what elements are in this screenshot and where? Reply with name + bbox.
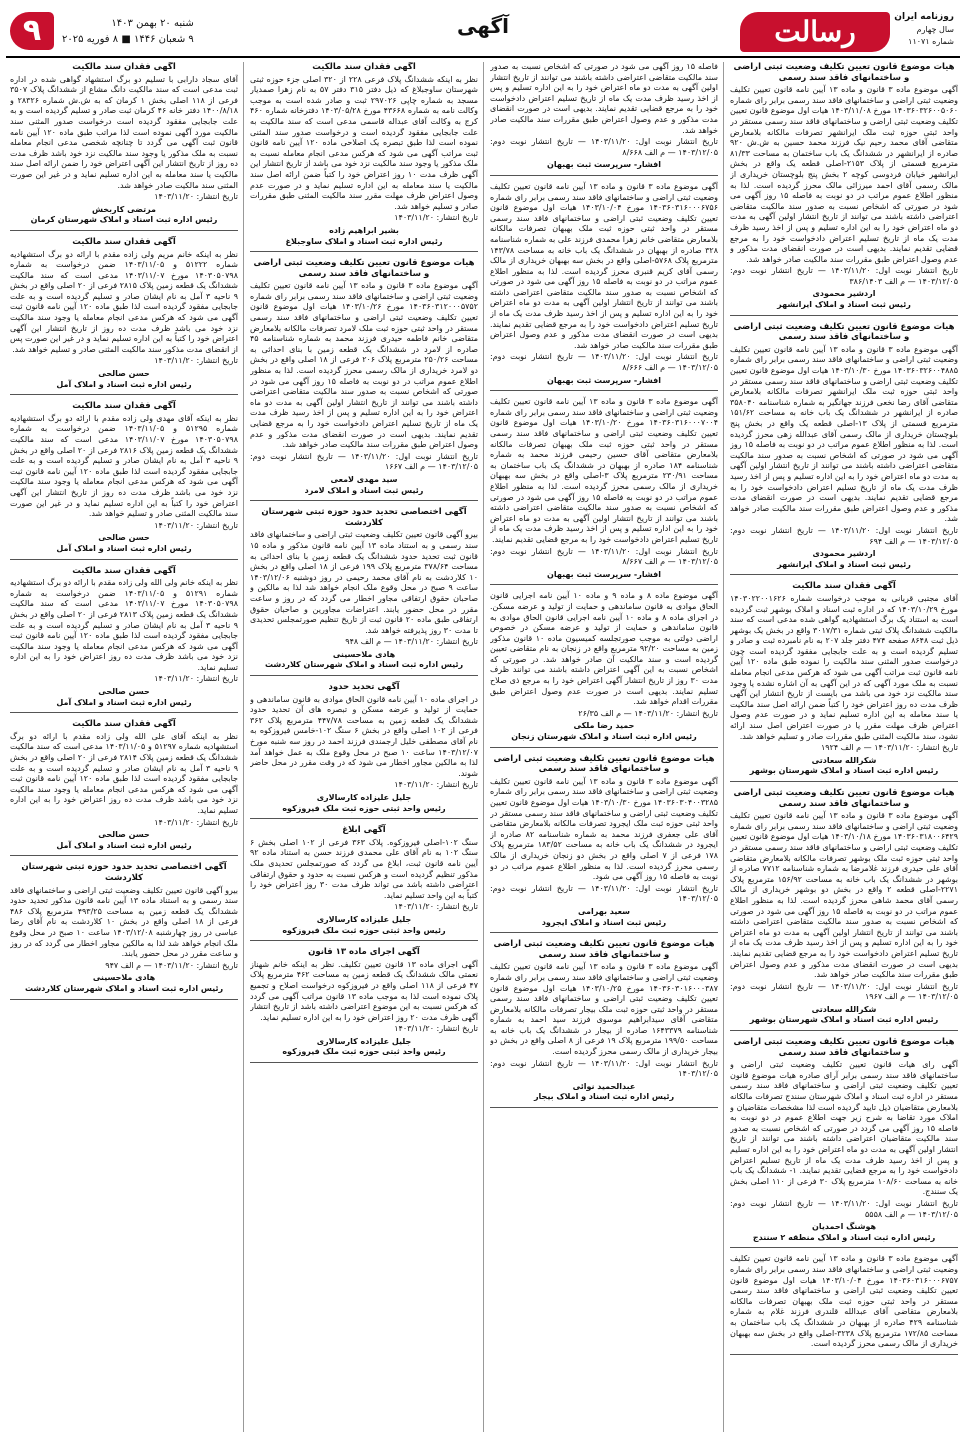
ad-body: فاصله ۱۵ روز آگهی می شود در صورتی که اشخاص نسبت به صدور سند مالکیت متقاضی اعتراضی داشته باشند می توانند از تاریخ انتشار اولین آگهی به مدت دو ماه اعتراض خود را به این اداره تسلیم و پس از اخذ رسید ظرف مدت یک ماه از تاریخ تسلیم اعتراض دادخواست خود را به مرجع قضایی تقدیم نمایند. بدیهی است در صورت انقضای مدت مذکور و عدم وصول اعتراض طبق مقررات سند مالکیت صادر خواهد شد. [490, 62, 718, 135]
ad-title: آگهی اختصاصی تحدید حدود حوزه ثبتی شهرستان کلاردشت [21, 862, 227, 883]
column-1 [730, 62, 958, 1432]
ad-dates: تاریخ انتشار: ۱۴۰۳/۱۱/۲۰ [154, 674, 238, 684]
ad-notice [250, 682, 478, 819]
ad-body: آگهی موضوع ماده ۳ قانون و ماده ۱۳ آیین نامه قانون تعیین تکلیف وضعیت ثبتی اراضی و ساختمانهای فاقد سند رسمی برابر رای شماره ۱۴۰۳۶۰۳۲۶۰۰۵۰۶۰ مورخ ۱۴۰۳/۱۱/۰۸ هیات اول موضوع قانون تعیین تکلیف وضعیت ثبتی اراضی و ساختمانهای فاقد سند رسمی مستقر در واحد ثبتی حوزه ثبت ملک ایرانشهر تصرفات مالکانه بلامعارض متقاضی آقای محمد رحیم نیک فرزند محمد حسین به ش.ش ۹۲۰ صادره از ایرانشهر در ششدانگ یک باب ساختمان به مساحت ۸۱/۳۳ مترمربع قسمتی از پلاک ۲۱۵۳-اصلی قطعه یک واقع در بخش ایرانشهر خیابان فردوسی کوچه ۲ بخش پنج بلوچستان خریداری از مالک رسمی آقای احمد میرزائی مالک محرز گردیده است. لذا به منظور اطلاع عموم مراتب در دو نوبت به فاصله ۱۵ روز آگهی می شود در صورتی که اشخاص نسبت به صدور سند مالکیت متقاضی اعتراضی داشته باشند می توانند از تاریخ انتشار اولین آگهی به مدت دو ماه اعتراض خود را به این اداره تسلیم و پس از اخذ رسید ظرف مدت یک ماه از تاریخ تسلیم اعتراض دادخواست خود را به مرجع قضایی تقدیم نمایند. بدیهی است در صورت انقضای مدت مذکور و عدم وصول اعتراض طبق مقررات سند مالکیت صادر خواهد شد. [730, 85, 958, 264]
ad-body: آقای سجاد دارابی با تسلیم دو برگ استشهاد گواهی شده در اداره ثبت مدعی است که سند مالکیت دانگ مشاع از ششدانگ پلاک ۳۵۰۷ فرعی از ۱۱۸ اصلی بخش ۱ کرمان که به ش.ش شماره ۲۸۳۲۶ و ۱۴۰۰/۸/۱۸ دفتر خانه ۴۶ کرمان ثبت صادر و تسلیم گردیده است و به علت جابجایی مفقود گردیده است درخواست صدور المثنی سند مالکیت مورد آگهی نموده است لذا مراتب طبق ماده ۱۲۰ آیین نامه قانون ثبت آگهی می گردد تا چنانچه شخصی مدعی انجام معامله نسبت به ملک مذکور یا وجود سند مالکیت نزد خود باشد ظرف مدت ده روز از تاریخ انتشار این آگهی اعتراض خود را ضمن ارائه اصل سند مالکیت یا سند معامله به این اداره تسلیم نماید و در غیر این صورت المثنی سند مالکیت صادر خواهد شد. [10, 74, 238, 190]
ad-notice [10, 401, 238, 559]
ad-title: هیات موضوع قانون تعیین تکلیف وضعیت ثبتی اراضی و ساختمانهای فاقد سند رسمی [733, 1037, 955, 1058]
ad-title: آگهی فقدان سند مالکیت [72, 62, 176, 72]
ad-signer: شکرالله سعادتی [811, 755, 877, 765]
ad-office: رئیس واحد ثبتی حوزه ثبت ملک فیروزکوه [282, 803, 446, 813]
ad-body: نظر به اینکه خانم مریم ولی زاده مقدم با ارائه دو برگ استشهادیه شماره ۵۱۲۲۲ و ۱۴۰۳/۱۱/۰۵ ضمن درخواست به شماره ۱۴۰۳۰۵۰۷۹۸ مورخ ۱۴۰۳/۱۱/۰۷ مدعی است که سند مالکیت ششدانگ یک قطعه زمین پلاک ۲۸۱۵ فرعی از ۲۰ اصلی واقع در بخش ۹ ناحیه ۳ آمل به نام ایشان صادر و تسلیم گردیده است و به علت جابجایی مفقود گردیده است لذا طبق ماده ۱۲۰ آیین نامه قانون ثبت آگهی می شود که هرکس مدعی انجام معامله یا وجود سند مالکیت نزد خود می باشد ظرف مدت ده روز از تاریخ انتشار این آگهی اعتراض خود را کتباً به این اداره تسلیم نماید و در غیر این صورت پس از انقضای مدت مذکور سند مالکیت المثنی صادر و تسلیم خواهد شد. [10, 249, 238, 354]
masthead-info [894, 12, 954, 52]
ad-signer: افشار- سرپرست ثبت بهبهان [547, 569, 661, 579]
ad-body: بیرو آگهی قانون تعیین تکلیف وضعیت ثبتی اراضی و ساختمانهای فاقد سند رسمی و به استناد ماده ۱۳ آیین نامه قانون مذکور تحدید حدود ششدانگ یک قطعه زمین به مساحت ۴۹۳/۲۵ مترمربع پلاک ۴۸۶ فرعی از ۱۸ اصلی واقع در بخش ۱۰ کلاردشت به نام آقای رضا عباسی در روز چهارشنبه ۱۴۰۳/۱۲/۰۸ ساعت ۱۰ صبح در محل وقوع ملک انجام خواهد شد لذا به مالکین مجاور اخطار می گردد که در روز و ساعت مقرر در محل حضور یابند. [10, 885, 238, 959]
ad-signer: مرتضی کاربخش [91, 204, 157, 214]
ad-office: رئیس اداره ثبت اسناد و املاک منطقه ۲ سنندج [752, 1232, 936, 1242]
ad-dates: تاریخ انتشار نوبت اول: ۱۴۰۳/۱۱/۲۰ — تاریخ انتشار نوبت دوم: ۱۴۰۳/۱۲/۰۵ — م الف ۳۸۶/۱۴۰۳ [730, 266, 958, 286]
ad-dates: تاریخ انتشار نوبت اول: ۱۴۰۳/۱۱/۲۰ — تاریخ انتشار نوبت دوم: ۱۴۰۳/۱۲/۰۵ — م الف ۵۵۵۸ [730, 1198, 958, 1219]
ad-dates: تاریخ انتشار: ۱۴۰۳/۱۱/۲۰ [394, 902, 478, 912]
ad-title: آگهی فقدان سند مالکیت [312, 62, 416, 72]
ad-notice [490, 397, 718, 585]
ad-dates: تاریخ انتشار نوبت اول: ۱۴۰۳/۱۱/۲۰ — تاریخ انتشار نوبت دوم: ۱۴۰۳/۱۲/۰۵ — م الف ۶۹۴ [730, 525, 958, 546]
ad-office: رئیس ثبت اسناد و املاک ایرانشهر [777, 559, 911, 569]
ad-notice [10, 62, 238, 231]
ad-signer: عبدالحمید نوائی [572, 1081, 636, 1091]
ad-signer: هادی ملاحسینی [92, 973, 156, 983]
ad-dates: تاریخ انتشار: ۱۴۰۳/۱۱/۲۰ [154, 817, 238, 827]
ad-title: هیات موضوع قانون تعیین تکلیف وضعیت ثبتی اراضی و ساختمانهای فاقد سند رسمی [493, 939, 715, 960]
ad-dates: تاریخ انتشار: ۱۴۰۳/۱۱/۲۰ [394, 780, 478, 790]
ad-office: رئیس اداره ثبت اسناد و املاک شهرستان کرمان [30, 215, 218, 225]
ad-dates: تاریخ انتشار نوبت اول: ۱۴۰۳/۱۱/۲۰ — تاریخ انتشار نوبت دوم: ۱۴۰۳/۱۲/۰۵ — م الف ۸/۶۶۷ [490, 546, 718, 567]
ad-body: آقای مجتبی قربانی به موجب درخواست شماره ۱۴۰۳۰۲۲۰۰۱۶۲۶ مورخ ۱۴۰۳/۱۰/۲۹ که در اداره ثبت اسناد و املاک بوشهر ثبت گردیده است به استناد یک برگ استشهادیه گواهی شده مدعی است که سند مالکیت ششدانگ پلاک ثبتی شماره ۳۰۱۷/۳۱ واقع در بخش یک بوشهر ذیل ثبت ۸۶۴۸ صفحه ۴۷۴ دفتر جلد ۲۰۷ به نام نامبرده ثبت و صادر و تسلیم گردیده است و به علت جابجایی مفقود گردیده است چون درخواست صدور المثنی سند مالکیت را نموده طبق ماده ۱۲۰ آیین نامه قانون ثبت مراتب آگهی می شود که هرکس مدعی انجام معامله نسبت به ملک مورد آگهی که در این آگهی به آن اشاره نشده یا وجود سند مالکیت نزد خود می باشد می بایست از تاریخ انتشار این آگهی ظرف مدت ده روز اعتراض خود را کتباً ضمن ارائه اصل سند مالکیت یا سند معامله به این اداره تسلیم نماید و در صورت عدم وصول اعتراض ظرف مهلت مقرر یا در صورت اعتراض اصل سند ارائه نشود، سند مالکیت المثنی طبق مقررات صادر و تسلیم خواهد شد. [730, 593, 958, 741]
column-3 [250, 62, 478, 1432]
ad-office: رئیس اداره ثبت اسناد و املاک شهرستان کلاردشت [264, 660, 464, 670]
ad-body: در اجرای ماده ۱۰ آیین نامه قانون الحاق موادی به قانون ساماندهی و حمایت از تولید و عرضه مسکن و تبصره های آن تحدید حدود ششدانگ یک قطعه زمین به مساحت ۴۴۷/۷۸ مترمربع پلاک ۳۶۲ فرعی از ۱۰۲ اصلی واقع در بخش ۶ سنگ ۱۰۲-خامس فیروزکوه به نام آقای مصطفی خلیل ارجمندی فرزند احمد در روز سه شنبه مورخ ۱۴۰۳/۱۲/۰۷ ساعت ۱۰ صبح در محل وقوع ملک به عمل خواهد آمد لذا به مالکین مجاور اخطار می شود که در وقت مقرر در محل حاضر شوند. [250, 694, 478, 778]
ad-body: نظر به اینکه آقای علی الله ولی زاده مقدم با ارائه دو برگ استشهادیه شماره ۵۱۲۹۷ و ۱۴۰۳/۱۱/۰۵ مدعی است که سند مالکیت ششدانگ یک قطعه زمین پلاک ۲۸۱۴ فرعی از ۲۰ اصلی واقع در بخش ۹ ناحیه ۳ آمل به نام ایشان صادر و تسلیم گردیده است و به علت جابجایی مفقود گردیده است لذا طبق ماده ۱۲۰ آیین نامه قانون ثبت آگهی می شود که هرکس مدعی انجام معامله یا وجود سند مالکیت نزد خود می باشد ظرف مدت ده روز اعتراض خود را به این اداره تسلیم نماید. [10, 731, 238, 815]
ad-dates: تاریخ انتشار: ۱۴۰۳/۱۱/۲۰ [154, 192, 238, 202]
column-2 [490, 62, 718, 1432]
ad-body: آگهی اجرای ماده ۱۳ قانون تعیین تکلیف. نظر به اینکه خانم شهناز نعمتی مالک ششدانگ یک قطعه زمین به مساحت ۴۶۲ مترمربع پلاک ۴۷ فرعی از ۱۱۸ اصلی واقع در فیروزکوه درخواست اصلاح و تجمیع پلاک نموده است لذا به موجب ماده ۱۳ قانون مراتب آگهی می گردد که هرکس نسبت به این موضوع اعتراضی داشته باشد از تاریخ انتشار آگهی ظرف مدت ۲۰ روز اعتراض خود را به این اداره تسلیم نماید. [250, 959, 478, 1022]
page-header [6, 10, 960, 58]
ad-notice [490, 591, 718, 747]
ad-office: رئیس اداره ثبت اسناد و املاک آمل [56, 840, 192, 850]
ad-dates: تاریخ انتشار: ۱۴۰۳/۱۱/۲۰ — م الف ۹۴۸ [345, 637, 478, 647]
ad-notice [250, 507, 478, 676]
year-label: سال چهارم [916, 25, 954, 34]
ad-dates: تاریخ انتشار نوبت اول: ۱۴۰۳/۱۱/۲۰ — تاریخ انتشار نوبت دوم: ۱۴۰۳/۱۲/۰۵ [490, 883, 718, 904]
ad-signer: جلیل علیزاده کارسالاری [316, 914, 412, 924]
ad-title: آگهی فقدان سند مالکیت [792, 581, 896, 592]
issue-dates [62, 16, 194, 48]
ad-title: هیات موضوع قانون تعیین تکلیف وضعیت ثبتی اراضی و ساختمانهای فاقد سند رسمی [733, 321, 955, 343]
ad-body: آگهی موضوع ماده ۳ قانون و ماده ۱۳ آیین نامه قانون تعیین تکلیف وضعیت ثبتی اراضی و ساختمانهای فاقد سند رسمی برابر رای شماره ۱۴۰۳۶۰۳۱۶۰۰۰۶۷۵۶ مورخ ۱۴۰۳/۱۰/۰۴ هیات اول موضوع قانون تعیین تکلیف وضعیت ثبتی اراضی و ساختمانهای فاقد سند رسمی مستقر در واحد ثبتی حوزه ثبت ملک بهبهان تصرفات مالکانه بلامعارض متقاضی خانم زهرا محمدی فرزند علی به شماره شناسنامه ۳۲۸ صادره از بهبهان در ششدانگ یک باب خانه به مساحت ۱۴۳/۷۸ مترمربع پلاک ۵۷۶۸-اصلی واقع در بخش سه بهبهان خریداری از مالک رسمی آقای کریم قنبری محرز گردیده است. لذا به منظور اطلاع عموم مراتب در دو نوبت به فاصله ۱۵ روز آگهی می شود در صورتی که اشخاص نسبت به صدور سند مالکیت متقاضی اعتراضی داشته باشند می توانند از تاریخ انتشار اولین آگهی به مدت دو ماه اعتراض خود را به این اداره تسلیم و پس از اخذ رسید ظرف مدت یک ماه از تاریخ تسلیم اعتراض دادخواست خود را به مرجع قضایی تقدیم نمایند. بدیهی است در صورت انقضای مدت مذکور و عدم وصول اعتراض طبق مقررات سند مالکیت صادر خواهد شد. [490, 181, 718, 350]
ad-title: هیات موضوع قانون تعیین تکلیف وضعیت ثبتی اراضی و ساختمانهای فاقد سند رسمی [733, 62, 955, 83]
ad-notice [490, 62, 718, 176]
ad-office: رئیس اداره ثبت اسناد و املاک بیجار [533, 1092, 675, 1102]
ad-dates: تاریخ انتشار: ۱۴۰۳/۱۱/۲۰ [154, 356, 238, 366]
ad-signer: حسن صالحی [98, 369, 150, 379]
ad-signer: شکرالله سعادتی [811, 1004, 877, 1014]
ad-dates: تاریخ انتشار نوبت اول: ۱۴۰۳/۱۱/۲۰ — تاریخ انتشار نوبت دوم: ۱۴۰۳/۱۲/۰۵ [490, 1058, 718, 1079]
ad-signer: بشیر ابراهیم زاده [329, 225, 399, 235]
page-number: ۹ [10, 12, 54, 50]
ad-title: هیات موضوع قانون تعیین تکلیف وضعیت ثبتی اراضی و ساختمانهای فاقد سند رسمی [493, 753, 715, 775]
ad-dates: تاریخ انتشار: ۱۴۰۳/۱۱/۲۰ — م الف ۹۴۷ [105, 960, 238, 970]
ad-notice [730, 788, 958, 1031]
ad-signer: جلیل علیزاده کارسالاری [316, 1036, 412, 1046]
ad-office: رئیس ثبت اسناد و املاک ایجرود [541, 917, 667, 927]
ad-signer: اردشیر محمودی [812, 289, 876, 299]
ad-body: آگهی موضوع ماده ۳ قانون و ماده ۱۳ آیین نامه قانون تعیین تکلیف وضعیت ثبتی اراضی و ساختمانهای فاقد سند رسمی برابر رای شماره ۱۴۰۳۶۰۳۰۱۶۰۰۰۳۸۷ مورخ ۱۴۰۳/۱۰/۲۵ هیات اول موضوع قانون تعیین تکلیف وضعیت ثبتی اراضی و ساختمانهای فاقد سند رسمی مستقر در واحد ثبتی حوزه ثبت ملک بیجار تصرفات مالکانه بلامعارض متقاضی آقای سیدابراهیم موسوی فرزند سید احمد به شماره شناسنامه ۱۶۴۳۳۷۹ صادره از بیجار در ششدانگ یک باب خانه به مساحت ۱۹۹/۵۰ مترمربع پلاک ۱۹ فرعی از ۸ اصلی واقع در بخش دو بیجار خریداری از مالک رسمی محرز گردیده است. [490, 962, 718, 1057]
ad-signer: افشار- سرپرست ثبت بهبهان [547, 375, 661, 385]
ad-signer: هوشنگ احمدیان [812, 1222, 876, 1232]
column-divider [483, 62, 484, 1432]
ad-office: رئیس اداره ثبت اسناد و املاک شهرستان کلاردشت [24, 983, 224, 993]
ad-body: نظر به اینکه ششدانگ پلاک فرعی ۲۲۸ از ۳۲۰ اصلی جزء حوزه ثبتی شهرستان ساوجبلاغ که ذیل دفتر ۳۱۵ دفتر ۵۷ به نام زهرا صمدیار مسجد به شماره چاپی ۲۹۷۰۲۶ ثبت و صادر شده است به موجب وکالت نامه به شماره ۴۳۶۶۸ مورخ ۱۴۰۳/۰۵/۲۸ دفترخانه شماره ۴۶۰ کرج به وکالت آقای عبداله قاسمی مدعی است که سند مالکیت به علت جابجایی مفقود گردیده است و درخواست صدور سند المثنی نموده است لذا طبق تبصره یک اصلاحی ماده ۱۲۰ آیین نامه قانون ثبت مراتب آگهی می شود که هرکس مدعی انجام معامله نسبت به ملک مذکور یا وجود سند مالکیت نزد خود می باشد از تاریخ انتشار این آگهی ظرف مدت ۱۰ روز اعتراض خود را کتباً ضمن ارائه اصل سند مالکیت یا سند معامله به این اداره تسلیم نماید و در صورت عدم وصول اعتراض ظرف مهلت مقرر سند مالکیت المثنی طبق مقررات صادر و تسلیم خواهد شد. [250, 74, 478, 211]
ad-dates: تاریخ انتشار: ۱۴۰۳/۱۱/۲۰ [394, 213, 478, 223]
ad-body: آگهی موضوع ماده ۳ قانون و ماده ۱۳ آیین نامه قانون تعیین تکلیف وضعیت ثبتی اراضی و ساختمانهای فاقد سند رسمی برابر رای شماره ۱۴۰۳۶۰۳۱۶۰۰۰۶۷۵۷ مورخ ۱۴۰۳/۱۰/۰۴ هیات اول موضوع قانون تعیین تکلیف وضعیت ثبتی اراضی و ساختمانهای فاقد سند رسمی مستقر در واحد ثبتی حوزه ثبت ملک بهبهان تصرفات مالکانه بلامعارض متقاضی آقای عبدالله قلندری فرزند غلام به شماره شناسنامه ۴۲۹ صادره از بهبهان در ششدانگ یک باب ساختمان به مساحت ۱۷۲/۸۵ مترمربع پلاک ۳۲۳۸-اصلی واقع در بخش سه بهبهان خریداری از مالک رسمی محرز گردیده است. [730, 1254, 958, 1349]
ad-title: هیات موضوع قانون تعیین تکلیف وضعیت ثبتی اراضی و ساختمانهای فاقد سند رسمی [733, 788, 955, 809]
ad-signer: حمید رضا ملکی [573, 721, 635, 731]
ad-office: رئیس اداره ثبت اسناد و املاک شهرستان زنجان [511, 732, 697, 742]
ad-office: رئیس ثبت اسناد و املاک ایرانشهر [777, 300, 911, 310]
ad-title: هیات موضوع قانون تعیین تکلیف وضعیت ثبتی اراضی و ساختمانهای فاقد سند رسمی [253, 258, 475, 279]
ad-notice [10, 719, 238, 856]
ad-body: آگهی موضوع ماده ۳ قانون و ماده ۱۳ آیین نامه قانون تعیین تکلیف وضعیت ثبتی اراضی و ساختمانهای فاقد سند رسمی برابر رای شماره ۱۴۰۳۶۰۳۱۲۰۰۰۵۷۵۲ مورخ ۱۴۰۳/۱۰/۲۶ هیات اول موضوع قانون تعیین تکلیف وضعیت ثبتی اراضی و ساختمانهای فاقد سند رسمی مستقر در واحد ثبتی حوزه ثبت ملک لامرد تصرفات مالکانه بلامعارض متقاضی خانم فاطمه حیدری فرزند محمد به شماره شناسنامه ۴۵ صادره از لامرد در ششدانگ یک قطعه زمین با بنای احداثی به مساحت ۲۵۰/۲۶ مترمربع پلاک ۲۰۶ فرعی از ۱۸ اصلی واقع در بخش دو لامرد خریداری از مالک رسمی محرز گردیده است. لذا به منظور اطلاع عموم مراتب در دو نوبت به فاصله ۱۵ روز آگهی می شود در صورتی که اشخاص نسبت به صدور سند مالکیت متقاضی اعتراضی داشته باشند می توانند از تاریخ انتشار اولین آگهی به مدت دو ماه اعتراض خود را به این اداره تسلیم و پس از اخذ رسید ظرف مدت یک ماه از تاریخ تسلیم اعتراض دادخواست خود را به مرجع قضایی تقدیم نمایند. بدیهی است در صورت انقضای مدت مذکور و عدم وصول اعتراض طبق مقررات سند مالکیت صادر خواهد شد. [250, 281, 478, 450]
ad-signer: حسن صالحی [98, 533, 150, 543]
issue-label: شماره ۱۱۰۷۱ [908, 37, 954, 46]
ad-dates: تاریخ انتشار: ۱۴۰۳/۱۱/۲۰ [394, 1024, 478, 1034]
ad-dates: تاریخ انتشار نوبت اول: ۱۴۰۳/۱۱/۲۰ — تاریخ انتشار نوبت دوم: ۱۴۰۳/۱۲/۰۵ — م الف ۸/۶۶۸ [490, 137, 718, 157]
ad-notice [10, 862, 238, 999]
ad-notice [730, 62, 958, 316]
ad-title: آگهی اختصاصی تحدید حدود حوزه ثبتی شهرستان کلاردشت [261, 507, 467, 528]
ad-title: آگهی فقدان سند مالکیت [72, 719, 176, 730]
column-4 [10, 62, 238, 1432]
ad-dates: تاریخ انتشار نوبت اول: ۱۴۰۳/۱۱/۲۰ — تاریخ انتشار نوبت دوم: ۱۴۰۳/۱۲/۰۵ — م الف ۸/۶۶۶ [490, 352, 718, 373]
ad-notice [730, 322, 958, 576]
ad-title: آگهی اجرای ماده ۱۳ قانون [308, 947, 420, 958]
column-divider [243, 62, 244, 1432]
ad-dates: تاریخ انتشار: ۱۴۰۳/۱۱/۲۰ [154, 520, 238, 530]
ad-body: آگهی موضوع ماده ۳ قانون و ماده ۱۳ آیین نامه قانون تعیین تکلیف وضعیت ثبتی اراضی و ساختمانهای فاقد سند رسمی برابر رای شماره ۱۴۰۳۶۰۳۲۶۰۰۴۸۸۵ مورخ ۱۴۰۳/۱۰/۳۰ هیات اول موضوع قانون تعیین تکلیف وضعیت ثبتی اراضی و ساختمانهای فاقد سند رسمی مستقر در واحد ثبتی حوزه ثبت ملک ایرانشهر تصرفات مالکانه بلامعارض متقاضی آقای رضا نخعی فرزند جهانگیر به شماره شناسنامه ۳۵۸۰۴۰ صادره از ایرانشهر در ششدانگ یک باب خانه به مساحت ۱۵۱/۶۲ مترمربع قسمتی از پلاک ۱۳-اصلی قطعه یک واقع در بخش پنج بلوچستان خریداری از مالک رسمی آقای عبدالله زهی محرز گردیده است. لذا به منظور اطلاع عموم مراتب در دو نوبت به فاصله ۱۵ روز آگهی می شود در صورتی که اشخاص نسبت به صدور سند مالکیت متقاضی اعتراضی داشته باشند می توانند از تاریخ انتشار اولین آگهی به مدت دو ماه اعتراض خود را به این اداره تسلیم و پس از اخذ رسید ظرف مدت یک ماه از تاریخ تسلیم اعتراض دادخواست خود را به مرجع قضایی تقدیم نمایند. بدیهی است در صورت انقضای مدت مذکور و عدم وصول اعتراض طبق مقررات سند مالکیت صادر خواهد شد. [730, 344, 958, 524]
ad-office: رئیس اداره ثبت اسناد و املاک شهرستان بوشهر [749, 766, 939, 776]
ad-notice [250, 825, 478, 941]
ad-signer: سید مهدی لامعی [330, 474, 398, 484]
ad-title: آگهی فقدان سند مالکیت [72, 236, 176, 247]
ad-notice [490, 182, 718, 391]
ad-title: آگهی ابلاغ [342, 825, 386, 836]
ad-columns [8, 62, 958, 1432]
ad-office: رئیس اداره ثبت اسناد و املاک آمل [56, 697, 192, 707]
ad-signer: افشار- سرپرست ثبت بهبهان [547, 160, 661, 170]
ad-notice [490, 754, 718, 934]
ad-body: نظر به اینکه آقای مهدی ولی زاده مقدم با ارائه دو برگ استشهادیه شماره ۵۱۲۹۵ و ۱۴۰۳/۱۱/۰۵ ضمن درخواست به شماره ۱۴۰۳۰۵۰۷۹۸ مورخ ۱۴۰۳/۱۱/۰۷ مدعی است که سند مالکیت ششدانگ یک قطعه زمین پلاک ۲۸۱۶ فرعی از ۲۰ اصلی واقع در بخش ۹ ناحیه ۳ آمل به نام ایشان صادر و تسلیم گردیده است و به علت جابجایی مفقود گردیده است لذا طبق ماده ۱۲۰ آیین نامه قانون ثبت آگهی می شود که هرکس مدعی انجام معامله یا وجود سند مالکیت نزد خود می باشد ظرف مدت ده روز از تاریخ انتشار این آگهی اعتراض خود را کتباً به این اداره تسلیم نماید و در غیر این صورت سند مالکیت المثنی صادر و تسلیم خواهد شد. [10, 413, 238, 519]
ad-notice [250, 62, 478, 252]
ad-office: رئیس اداره ثبت اسناد و املاک آمل [56, 379, 192, 389]
ad-office: رئیس واحد ثبتی حوزه ثبت ملک فیروزکوه [282, 1047, 446, 1057]
ad-body: نظر به اینکه خانم ولی الله ولی زاده مقدم با ارائه دو برگ استشهادیه شماره ۵۱۲۹۱ و ۱۴۰۳/۱۱/۰۵ ضمن درخواست به شماره ۱۴۰۳۰۵۰۷۹۸ مورخ ۱۴۰۳/۱۱/۰۷ مدعی است که سند مالکیت ششدانگ یک قطعه زمین پلاک ۲۸۱۳ فرعی از ۲۰ اصلی واقع در بخش ۹ ناحیه ۳ آمل به نام ایشان صادر و تسلیم گردیده است و به علت جابجایی مفقود گردیده است لذا طبق ماده ۱۲۰ آیین نامه قانون ثبت آگهی می شود که هرکس مدعی انجام معامله یا وجود سند مالکیت نزد خود می باشد ظرف مدت ده روز اعتراض خود را به این اداره تسلیم نماید. [10, 578, 238, 672]
ad-body: آگهی موضوع ماده ۳ قانون و ماده ۱۳ آیین نامه قانون تعیین تکلیف وضعیت ثبتی اراضی و ساختمانهای فاقد سند رسمی برابر رای شماره ۱۴۰۳۶۰۳۰۴۰۰۳۲۸۵ مورخ ۱۴۰۳/۱۰/۳۰ هیات اول موضوع قانون تعیین تکلیف وضعیت ثبتی اراضی و ساختمانهای فاقد سند رسمی مستقر در واحد ثبتی حوزه ثبت ملک ایجرود تصرفات مالکانه بلامعارض متقاضی آقای علی جعفری فرزند محمد به شماره شناسنامه ۸۲ صادره از ایجرود در ششدانگ یک باب خانه به مساحت ۱۸۳/۵۲ مترمربع پلاک ۱۷۸ فرعی از ۷ اصلی واقع در بخش دو زنجان خریداری از مالک رسمی محرز گردیده است. لذا به منظور اطلاع عموم مراتب در دو نوبت به فاصله ۱۵ روز آگهی می شود. [490, 776, 718, 882]
ad-notice [730, 581, 958, 782]
ad-notice [250, 258, 478, 501]
ad-signer: سعید بهرامی [577, 906, 631, 916]
ad-signer: حسن صالحی [98, 687, 150, 697]
ad-body: آگهی موضوع ماده ۳ قانون و ماده ۱۳ آیین نامه قانون تعیین تکلیف وضعیت ثبتی اراضی و ساختمانهای فاقد سند رسمی برابر رای شماره ۱۴۰۳۶۰۳۱۸۰۰۶۴۲۹ مورخ ۱۴۰۳/۱۰/۱۸ هیات اول موضوع قانون تعیین تکلیف وضعیت ثبتی اراضی و ساختمانهای فاقد سند رسمی مستقر در واحد ثبتی حوزه ثبت ملک بوشهر تصرفات مالکانه بلامعارض متقاضی آقای علی حیدری فرزند غلامرضا به شماره شناسنامه ۷۷۱۲ صادره از بوشهر در ششدانگ یک باب خانه به مساحت ۱۵۶/۹۲ مترمربع پلاک ۲۲۷۱-اصلی قطعه ۲ واقع در بخش دو بوشهر خریداری از مالک رسمی آقای محمد شاهی محرز گردیده است. لذا به منظور اطلاع عموم مراتب در دو نوبت به فاصله ۱۵ روز آگهی می شود در صورتی که اشخاص نسبت به صدور سند مالکیت متقاضی اعتراضی داشته باشند می توانند از تاریخ انتشار اولین آگهی به مدت دو ماه اعتراض خود را به این اداره تسلیم و پس از اخذ رسید ظرف مدت یک ماه از تاریخ تسلیم اعتراض دادخواست خود را به مرجع قضایی تقدیم نمایند. بدیهی است در صورت انقضای مدت مذکور و عدم وصول اعتراض طبق مقررات سند مالکیت صادر خواهد شد. [730, 811, 958, 980]
ad-notice [10, 237, 238, 395]
ad-office: رئیس اداره ثبت اسناد و املاک آمل [56, 543, 192, 553]
column-divider [723, 62, 724, 1432]
ad-signer: اردشیر محمودی [812, 549, 876, 559]
ad-notice [10, 566, 238, 714]
ad-title: آگهی فقدان سند مالکیت [72, 565, 176, 576]
newspaper-logo: رسالت [740, 12, 890, 52]
ad-title: آگهی تحدید حدود [328, 682, 400, 693]
date-other: ۹ شعبان ۱۴۴۶ ■ ۸ فوریه ۲۰۲۵ [62, 34, 194, 45]
date-persian: شنبه ۲۰ بهمن ۱۴۰۳ [111, 18, 194, 29]
ad-body: آگهی موضوع ماده ۳ قانون و ماده ۱۳ آیین نامه قانون تعیین تکلیف وضعیت ثبتی اراضی و ساختمانهای فاقد سند رسمی برابر رای شماره ۱۴۰۳۶۰۳۱۶۰۰۰۷۰۰۴ مورخ ۱۴۰۳/۱۰/۲۰ هیات اول موضوع قانون تعیین تکلیف وضعیت ثبتی اراضی و ساختمانهای فاقد سند رسمی مستقر در واحد ثبتی حوزه ثبت ملک بهبهان تصرفات مالکانه بلامعارض متقاضی آقای حسین رحیمی فرزند محمد به شماره شناسنامه ۱۸۴ صادره از بهبهان در ششدانگ یک باب ساختمان به مساحت ۲۳۰/۹۱ مترمربع پلاک ۳-اصلی واقع در بخش سه بهبهان خریداری از مالک رسمی محرز گردیده است. لذا به منظور اطلاع عموم مراتب در دو نوبت به فاصله ۱۵ روز آگهی می شود در صورتی که اشخاص نسبت به صدور سند مالکیت متقاضی اعتراضی داشته باشند می توانند از تاریخ انتشار اولین آگهی به مدت دو ماه اعتراض خود را به این اداره تسلیم و پس از اخذ رسید ظرف مدت یک ماه از تاریخ تسلیم اعتراض دادخواست خود را به مرجع قضایی تقدیم نمایند. [490, 397, 718, 544]
ad-body: آگهی رای هیات قانون تعیین تکلیف وضعیت ثبتی اراضی و ساختمانهای فاقد سند رسمی برابر آرای صادره هیات موضوع قانون تعیین تکلیف وضعیت ثبتی اراضی و ساختمانهای فاقد سند رسمی مستقر در اداره ثبت اسناد و املاک شهرستان سنندج تصرفات مالکانه بلامعارض متقاضیان ذیل تایید گردیده است لذا مشخصات متقاضیان و املاک مورد تقاضا به شرح زیر جهت اطلاع عموم در دو نوبت به فاصله ۱۵ روز آگهی می گردد در صورتی که اشخاص نسبت به صدور سند مالکیت متقاضیان اعتراضی داشته باشند می توانند از تاریخ انتشار اولین آگهی به مدت دو ماه اعتراض خود را به این اداره تسلیم و پس از اخذ رسید ظرف مدت یک ماه از تاریخ تسلیم اعتراض دادخواست خود را به مرجع قضایی تقدیم نمایند. ۱- ششدانگ یک باب خانه به مساحت ۱۰۸/۶۰ مترمربع پلاک ۳۰ فرعی از ۱۱۰ اصلی بخش یک سنندج. [730, 1060, 958, 1197]
ad-body: بیرو آگهی قانون تعیین تکلیف وضعیت ثبتی اراضی و ساختمانهای فاقد سند رسمی و به استناد ماده ۱۳ آیین نامه قانون مذکور و ماده ۱۵ قانون ثبت تحدید حدود ششدانگ یک قطعه زمین با بنای احداثی به مساحت ۳۷۸/۶۴ مترمربع پلاک ۱۹۹ فرعی از ۱۸ اصلی واقع در بخش ۱۰ کلاردشت به نام آقای محمد رحیمی در روز دوشنبه ۱۴۰۳/۱۲/۰۶ ساعت ۹ صبح در محل وقوع ملک انجام خواهد شد لذا به مالکین و صاحبان حقوق ارتفاقی مجاور اخطار می گردد که در روز و ساعت مقرر در محل حضور یابند. اعتراضات مجاورین و صاحبان حقوق ارتفاقی طبق ماده ۲۰ قانون ثبت از تاریخ تنظیم صورتمجلس تحدیدی تا مدت ۳۰ روز پذیرفته خواهد شد. [250, 530, 478, 635]
ad-signer: حسن صالحی [98, 830, 150, 840]
ad-notice [250, 947, 478, 1063]
ad-body: آگهی موضوع ماده ۸ و ماده ۹ و ماده ۱۰ آیین نامه اجرایی قانون الحاق موادی به قانون ساماندهی و حمایت از تولید و عرضه مسکن. در اجرای ماده ۸ و ماده ۱۰ آیین نامه اجرایی قانون الحاق موادی به قانون ساماندهی و حمایت از تولید و عرضه مسکن در خصوص اراضی دولتی به موجب صورتجلسه کمیسیون ماده ۱۰ قانون مذکور زمین به مساحت ۹۲/۲۰ مترمربع واقع در زنجان به نام متقاضی تعیین گردیده است و سند مالکیت آن صادر خواهد شد. در صورتی که اشخاص نسبت به این آگهی اعتراض داشته باشند می توانند ظرف مدت ۳۰ روز از تاریخ انتشار آگهی اعتراض خود را به مرجع ذی صلاح تسلیم نمایند. بدیهی است در صورت عدم وصول اعتراض طبق مقررات اقدام خواهد شد. [490, 591, 718, 707]
ad-notice [730, 1037, 958, 1248]
ad-dates: تاریخ انتشار: ۱۴۰۳/۱۱/۲۰ — م الف ۲۶/۳۵ [578, 708, 718, 718]
brand-small: روزنامه ایران [894, 12, 954, 22]
ad-signer: هادی ملاحسینی [332, 649, 396, 659]
ad-office: رئیس واحد ثبتی حوزه ثبت ملک فیروزکوه [282, 925, 446, 935]
ad-body: سنگ ۱۰۲-اصلی فیروزکوه. پلاک ۳۶۳ فرعی از ۱۰۲ اصلی بخش ۶ سنگ ۱۰۲ به نام آقای علی محمدی فرزند حسن به استناد ماده ۹۲ آیین نامه قانون ثبت، ابلاغ می گردد که صورتمجلس تحدیدی ملک مذکور تنظیم گردیده است و هرکس نسبت به حدود و حقوق ارتفاقی اعتراضی داشته باشد می تواند ظرف مدت ۳۰ روز اعتراض خود را کتباً به این واحد تسلیم نماید. [250, 837, 478, 900]
ad-office: رئیس ثبت اسناد و املاک لامرد [304, 485, 424, 495]
section-title: آگهی [457, 14, 509, 38]
ad-dates: تاریخ انتشار نوبت اول: ۱۴۰۳/۱۱/۲۰ — تاریخ انتشار نوبت دوم: ۱۴۰۳/۱۲/۰۵ — م الف ۱۶۶۷ [250, 451, 478, 472]
ad-dates: تاریخ انتشار: ۱۴۰۳/۱۱/۲۰ — م الف ۱۹۲۴ [820, 743, 958, 753]
ad-office: رئیس اداره ثبت اسناد و املاک شهرستان بوشهر [749, 1015, 939, 1025]
ad-notice [490, 939, 718, 1108]
ad-office: رئیس اداره ثبت اسناد و املاک ساوجبلاغ [285, 236, 443, 246]
ad-signer: جلیل علیزاده کارسالاری [316, 793, 412, 802]
ad-dates: تاریخ انتشار نوبت اول: ۱۴۰۳/۱۱/۲۰ — تاریخ انتشار نوبت دوم: ۱۴۰۳/۱۲/۰۵ — م الف ۱۹۶۷ [730, 981, 958, 1002]
ad-notice [730, 1254, 958, 1354]
ad-title: آگهی فقدان سند مالکیت [72, 401, 176, 412]
